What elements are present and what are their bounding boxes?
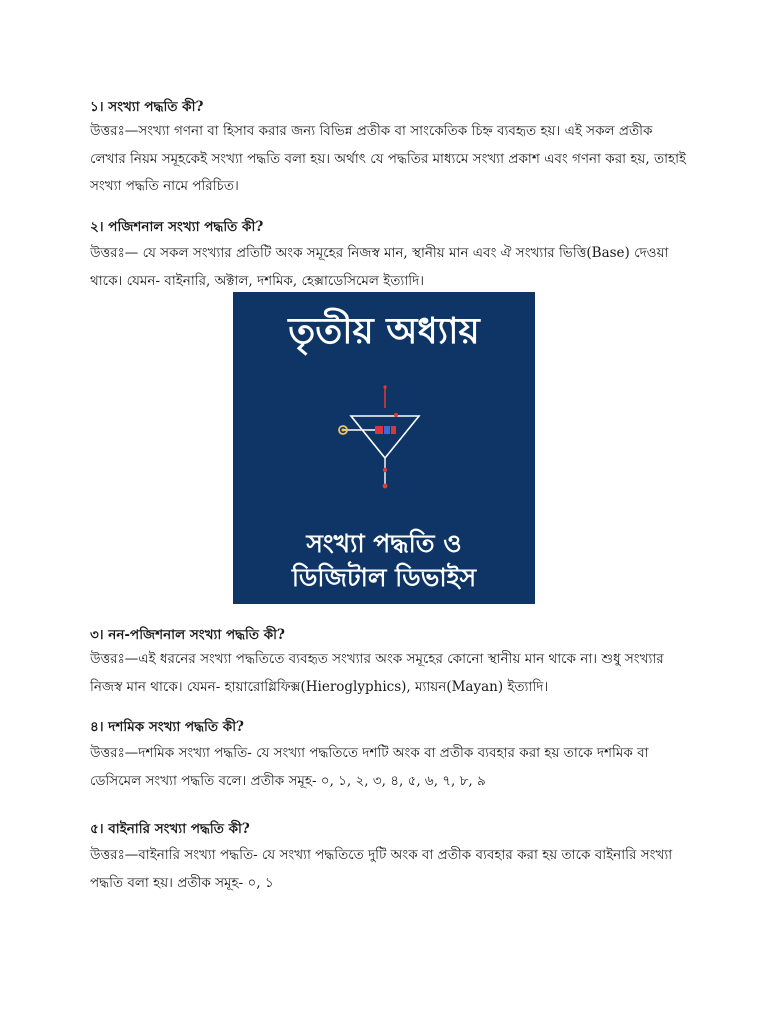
cover-subtitle-line-2: ডিজিটাল ডিভাইস <box>291 563 477 592</box>
answer-1-text: উত্তরঃ—সংখ্যা গণনা বা হিসাব করার জন্য বিভিন্ন প্রতীক বা সাংকেতিক চিহ্ন ব্যবহৃত হয়। এই সকল প্রতীক লেখার নিয়ম সমূহকেই সংখ্যা পদ্ধতি বলা হয়। অর্থাৎ যে পদ্ধতির মাধ্যমে সংখ্যা প্রকাশ এবং গণনা করা হয়, তাহাই সংখ্যা পদ্ধতি নামে পরিচিত। <box>90 123 687 194</box>
cover-title: তৃতীয় অধ্যায় <box>288 311 480 352</box>
question-1-title: ১। সংখ্যা পদ্ধতি কী? <box>90 99 204 115</box>
answer-2-text: উত্তরঃ— যে সকল সংখ্যার প্রতিটি অংক সমূহের নিজস্ব মান, স্থানীয় মান এবং ঐ সংখ্যার ভিত্তি(Base) দেওয়া থাকে। যেমন- বাইনারি, অক্টাল, দশমিক, হেক্সাডেসিমেল ইত্যাদি। <box>90 245 669 289</box>
question-2-title: ২। পজিশনাল সংখ্যা পদ্ধতি কী? <box>90 219 264 235</box>
logic-gate-diagram-icon <box>333 384 433 494</box>
question-4-title: ৪। দশমিক সংখ্যা পদ্ধতি কী? <box>90 719 244 735</box>
cover-subtitle-line-1: সংখ্যা পদ্ধতি ও <box>306 529 462 558</box>
answer-5-text: উত্তরঃ—বাইনারি সংখ্যা পদ্ধতি- যে সংখ্যা পদ্ধতিতে দুটি অংক বা প্রতীক ব্যবহার করা হয় তাকে বাইনারি সংখ্যা পদ্ধতি বলা হয়। প্রতীক সমূহ- ০, ১ <box>90 847 673 891</box>
question-3-title: ৩। নন-পজিশনাল সংখ্যা পদ্ধতি কী? <box>90 627 285 643</box>
chapter-cover-image <box>233 292 535 604</box>
answer-3-text: উত্তরঃ—এই ধরনের সংখ্যা পদ্ধতিতে ব্যবহৃত সংখ্যার অংক সমূহের কোনো স্থানীয় মান থাকে না। শুধু সংখ্যার নিজস্ব মান থাকে। যেমন- হায়ারোগ্লিফিক্স(Hieroglyphics), ম্যায়ন(Mayan) ইত্যাদি। <box>90 651 664 695</box>
question-5-title: ৫। বাইনারি সংখ্যা পদ্ধতি কী? <box>90 821 250 837</box>
answer-4-text: উত্তরঃ—দশমিক সংখ্যা পদ্ধতি- যে সংখ্যা পদ্ধতিতে দশটি অংক বা প্রতীক ব্যবহার করা হয় তাকে দশমিক বা ডেসিমেল সংখ্যা পদ্ধতি বলে। প্রতীক সমূহ- ০, ১, ২, ৩, ৪, ৫, ৬, ৭, ৮, ৯ <box>90 745 649 789</box>
